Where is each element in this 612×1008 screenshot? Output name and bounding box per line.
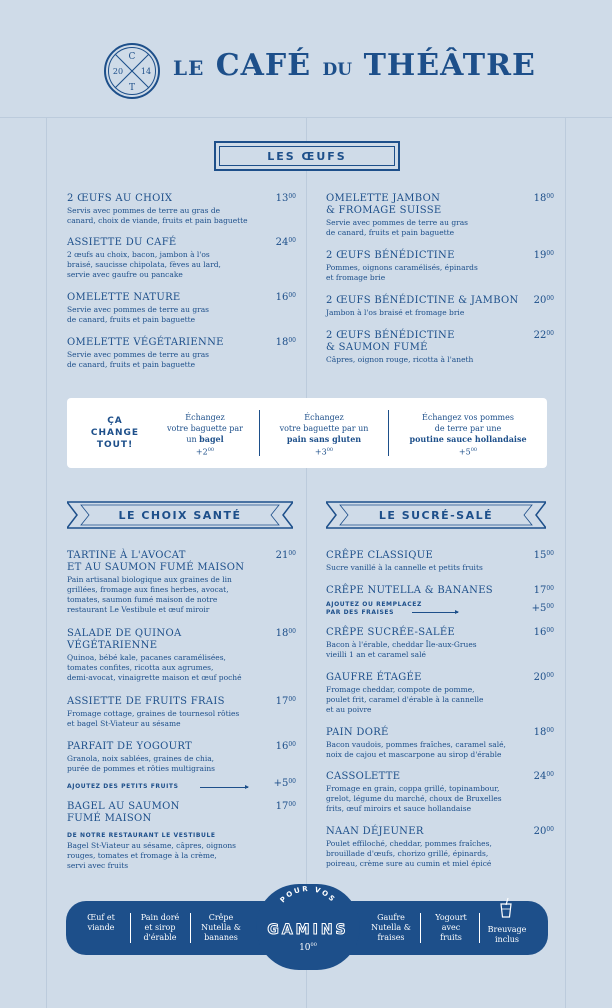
menu-item: [326, 330, 526, 365]
price-cents: 00: [288, 741, 296, 748]
addon-petits-fruits: AJOUTEZ DES PETITS FRUITS: [67, 783, 179, 790]
item-name: TARTINE À L'AVOCAT: [67, 550, 186, 561]
item-description: 2 œufs au choix, bacon, jambon à l'os: [67, 250, 210, 259]
price-cents: 00: [546, 727, 554, 734]
item-description: et fromage brie: [326, 273, 386, 282]
item-description: Servie avec pommes de terre au gras: [67, 305, 210, 314]
item-price: [524, 727, 554, 738]
item-name: 2 ŒUFS BÉNÉDICTINE: [326, 330, 455, 341]
item-price: [266, 193, 296, 204]
item-price: [524, 250, 554, 261]
item-name: ASSIETTE DU CAFÉ: [67, 237, 177, 248]
item-name: SALADE DE QUINOA: [67, 628, 182, 639]
price-cents: 00: [546, 295, 554, 302]
swap-option-bagel: Échangez votre baguette par un bagel $+2^{00}$: [167, 413, 243, 457]
item-name: & SAUMON FUMÉ: [326, 342, 428, 353]
swap-title: ÇA CHANGE TOUT!: [90, 416, 140, 450]
addon-price: $+5^{00}$: [531, 603, 554, 614]
item-description: Bacon à l'érable, cheddar Île-aux-Grues: [326, 640, 477, 649]
addon-price: $+5^{00}$: [273, 778, 296, 789]
divider: [190, 913, 191, 943]
price-cents: 00: [546, 330, 554, 337]
item-description: Fromage cottage, graines de tournesol rôties: [67, 709, 240, 718]
item-description: de canard, fruits et pain baguette: [67, 360, 196, 369]
price-cents: 00: [546, 550, 554, 557]
divider: [259, 410, 260, 456]
drink-icon: [498, 897, 514, 919]
price-dollars: 24: [275, 237, 289, 248]
price-dollars: 18: [533, 727, 547, 738]
price-cents: 00: [546, 826, 554, 833]
price-cents: 00: [288, 801, 296, 808]
item-price: [524, 771, 554, 782]
item-description: Câpres, oignon rouge, ricotta à l'aneth: [326, 355, 474, 364]
item-price: [524, 330, 554, 341]
item-price: [524, 672, 554, 683]
item-price: [266, 550, 296, 561]
menu-item: [326, 771, 526, 814]
item-name: VÉGÉTARIENNE: [67, 640, 158, 651]
divider: [388, 410, 389, 456]
menu-item: [67, 193, 267, 226]
item-price: [266, 337, 296, 348]
item-description: Servie avec pommes de terre au gras: [67, 350, 210, 359]
item-price: [266, 292, 296, 303]
menu-item: [326, 550, 526, 573]
item-description: rouges, tomates et fromage à la crème,: [67, 851, 217, 860]
kids-price: $10^{00}$: [299, 942, 317, 953]
item-description: Fromage cheddar, compote de pomme,: [326, 685, 475, 694]
item-description: Pommes, oignons caramélisés, épinards: [326, 263, 478, 272]
item-description: Bacon vaudois, pommes fraîches, caramel salé,: [326, 740, 506, 749]
brand-le: LE: [173, 56, 205, 80]
item-description: Jambon à l'os braisé et fromage brie: [326, 308, 465, 317]
menu-item: [67, 550, 267, 615]
item-description: tomates confites, ricotta aux agrumes,: [67, 663, 214, 672]
item-description: Pain artisanal biologique aux graines de lin: [67, 575, 232, 584]
bagel-subtitle: DE NOTRE RESTAURANT LE VESTIBULE: [67, 832, 216, 839]
item-name: CRÊPE CLASSIQUE: [326, 550, 434, 561]
item-price: [266, 237, 296, 248]
item-name: NAAN DÉJEUNER: [326, 826, 424, 837]
item-description: brouillade d'œufs, chorizo grillé, épinards,: [326, 849, 489, 858]
item-description: de canard, fruits et pain baguette: [67, 315, 196, 324]
logo-letter-t: T: [128, 83, 136, 93]
item-description: Servie avec pommes de terre au gras: [326, 218, 469, 227]
menu-item: [326, 727, 526, 760]
item-description: poulet frit, caramel d'érable à la cannelle: [326, 695, 484, 704]
arrow-icon: [200, 787, 248, 788]
column-rule: [306, 118, 307, 1008]
brand-title: [173, 48, 536, 83]
price-cents: 00: [288, 550, 296, 557]
menu-item: [67, 237, 267, 280]
item-description: braisé, saucisse chipolata, fèves au lard,: [67, 260, 221, 269]
logo-year-right: 14: [140, 67, 152, 76]
item-name: & FROMAGE SUISSE: [326, 205, 442, 216]
item-name: ET AU SAUMON FUMÉ MAISON: [67, 562, 245, 573]
menu-item: [326, 585, 526, 597]
price-cents: 00: [288, 193, 296, 200]
item-name: GAUFRE ÉTAGÉE: [326, 672, 422, 683]
item-name: 2 ŒUFS BÉNÉDICTINE: [326, 250, 455, 261]
divider: [479, 913, 480, 943]
section-title-sante: LE CHOIX SANTÉ: [118, 508, 242, 522]
item-name: CRÊPE SUCRÉE-SALÉE: [326, 627, 456, 638]
price-cents: 00: [288, 696, 296, 703]
item-description: canard, choix de viande, fruits et pain baguette: [67, 216, 248, 225]
price-dollars: 17: [533, 585, 547, 596]
swap-option-poutine: Échangez vos pommes de terre par une poutine sauce hollandaise $+5^{00}$: [409, 413, 527, 457]
menu-item: [67, 337, 267, 370]
price-cents: 00: [546, 250, 554, 257]
item-description: servi avec fruits: [67, 861, 129, 870]
kids-option: Pain doré et sirop d'érable: [140, 913, 180, 942]
kids-pour-vos: POUR VOS: [278, 886, 338, 905]
price-dollars: 17: [275, 801, 289, 812]
item-description: et bagel St-Viateur au sésame: [67, 719, 181, 728]
item-price: [266, 801, 296, 812]
item-price: [524, 550, 554, 561]
item-price: [266, 741, 296, 752]
price-dollars: 20: [533, 295, 547, 306]
item-description: tomates, saumon fumé maison de notre: [67, 595, 218, 604]
item-price: [524, 193, 554, 204]
menu-item: [326, 627, 526, 660]
item-price: [524, 585, 554, 596]
item-name: BAGEL AU SAUMON: [67, 801, 180, 812]
kids-option: Breuvage inclus: [487, 925, 527, 944]
price-dollars: 15: [533, 550, 547, 561]
item-name: OMELETTE JAMBON: [326, 193, 441, 204]
price-dollars: 18: [275, 337, 289, 348]
item-description: grelot, légume du marché, choux de Bruxelles: [326, 794, 502, 803]
price-dollars: 16: [275, 741, 289, 752]
item-name: PARFAIT DE YOGOURT: [67, 741, 192, 752]
kids-label: GAMINS: [267, 922, 349, 938]
item-description: et au poivre: [326, 705, 372, 714]
item-description: vieilli 1 an et caramel salé: [326, 650, 426, 659]
menu-item: [326, 826, 526, 869]
price-dollars: 16: [533, 627, 547, 638]
item-name: OMELETTE VÉGÉTARIENNE: [67, 337, 224, 348]
item-description: purée de pommes et rôties multigrains: [67, 764, 216, 773]
item-name: FUMÉ MAISON: [67, 813, 152, 824]
logo-year-left: 20: [112, 67, 124, 76]
section-title: LES ŒUFS: [267, 149, 347, 163]
item-price: [524, 627, 554, 638]
item-description: Bagel St-Viateur au sésame, câpres, oignons: [67, 841, 237, 850]
price-dollars: 13: [275, 193, 289, 204]
kids-arc-text: [256, 886, 360, 916]
item-description: restaurant Le Vestibule et œuf miroir: [67, 605, 210, 614]
price-cents: 00: [546, 585, 554, 592]
price-cents: 00: [288, 337, 296, 344]
item-name: ASSIETTE DE FRUITS FRAIS: [67, 696, 225, 707]
item-description: de canard, fruits et pain baguette: [326, 228, 455, 237]
price-dollars: 22: [533, 330, 547, 341]
swap-options-box: [67, 398, 547, 468]
price-dollars: 20: [533, 826, 547, 837]
menu-item: [326, 250, 526, 283]
menu-item: [326, 672, 526, 715]
brand-du: DU: [322, 60, 353, 80]
menu-item: [67, 741, 267, 774]
column-rule: [46, 118, 47, 1008]
menu-item: [67, 696, 267, 729]
item-description: Poulet effiloché, cheddar, pommes fraîches,: [326, 839, 492, 848]
item-description: servie avec gaufre ou pancake: [67, 270, 183, 279]
divider: [130, 913, 131, 943]
section-banner-oeufs: [214, 141, 400, 171]
price-cents: 00: [546, 627, 554, 634]
price-dollars: 24: [533, 771, 547, 782]
swap-option-gluten-free: Échangez votre baguette par un pain sans gluten $+3^{00}$: [279, 413, 369, 457]
item-price: [524, 295, 554, 306]
price-dollars: 16: [275, 292, 289, 303]
kids-option: Crêpe Nutella & bananes: [201, 913, 241, 942]
cafe-logo: [103, 42, 161, 100]
item-price: [524, 826, 554, 837]
item-description: demi-avocat, vinaigrette maison et œuf poché: [67, 673, 242, 682]
item-name: 2 ŒUFS BÉNÉDICTINE & JAMBON: [326, 295, 519, 306]
price-cents: 00: [546, 672, 554, 679]
item-price: [266, 696, 296, 707]
price-cents: 00: [546, 193, 554, 200]
item-description: noix de cajou et mascarpone au sirop d'érable: [326, 750, 502, 759]
kids-option: Gaufre Nutella & fraises: [371, 913, 411, 942]
section-title-sucre: LE SUCRÉ-SALÉ: [378, 508, 494, 522]
addon-fraises: AJOUTEZ OU REMPLACEZ PAR DES FRAISES: [326, 601, 422, 616]
brand-theatre: THÉÂTRE: [363, 48, 536, 83]
price-dollars: 17: [275, 696, 289, 707]
item-name: OMELETTE NATURE: [67, 292, 181, 303]
price-cents: 00: [546, 771, 554, 778]
kids-option: Yogourt avec fruits: [435, 913, 467, 942]
item-description: frits, œuf miroirs et sauce hollandaise: [326, 804, 472, 813]
price-dollars: 19: [533, 250, 547, 261]
price-dollars: 18: [533, 193, 547, 204]
menu-item: [326, 295, 526, 318]
kids-option: Œuf et viande: [87, 913, 115, 932]
item-name: 2 ŒUFS AU CHOIX: [67, 193, 173, 204]
arrow-icon: [412, 612, 458, 613]
brand-cafe: CAFÉ: [215, 48, 312, 83]
price-dollars: 20: [533, 672, 547, 683]
price-cents: 00: [288, 237, 296, 244]
price-cents: 00: [288, 628, 296, 635]
item-description: Fromage en grain, coppa grillé, topinambour,: [326, 784, 500, 793]
menu-item: [67, 292, 267, 325]
divider: [420, 913, 421, 943]
svg-text:POUR VOS: [279, 886, 338, 904]
item-description: grillées, fromage aux fines herbes, avocat,: [67, 585, 229, 594]
item-name: CRÊPE NUTELLA & BANANES: [326, 585, 493, 596]
menu-item: [326, 193, 526, 238]
item-name: CASSOLETTE: [326, 771, 401, 782]
menu-item: [67, 628, 267, 683]
item-description: Granola, noix sablées, graines de chia,: [67, 754, 215, 763]
logo-letter-c: C: [128, 52, 136, 62]
item-description: Quinoa, bébé kale, pacanes caramélisées,: [67, 653, 226, 662]
price-cents: 00: [288, 292, 296, 299]
item-description: Servis avec pommes de terre au gras de: [67, 206, 221, 215]
column-rule: [565, 118, 566, 1008]
item-description: Sucre vanillé à la cannelle et petits fruits: [326, 563, 483, 572]
item-description: poireau, crème sure au cumin et miel épicé: [326, 859, 492, 868]
item-price: [266, 628, 296, 639]
price-dollars: 21: [275, 550, 289, 561]
item-name: PAIN DORÉ: [326, 727, 389, 738]
price-dollars: 18: [275, 628, 289, 639]
